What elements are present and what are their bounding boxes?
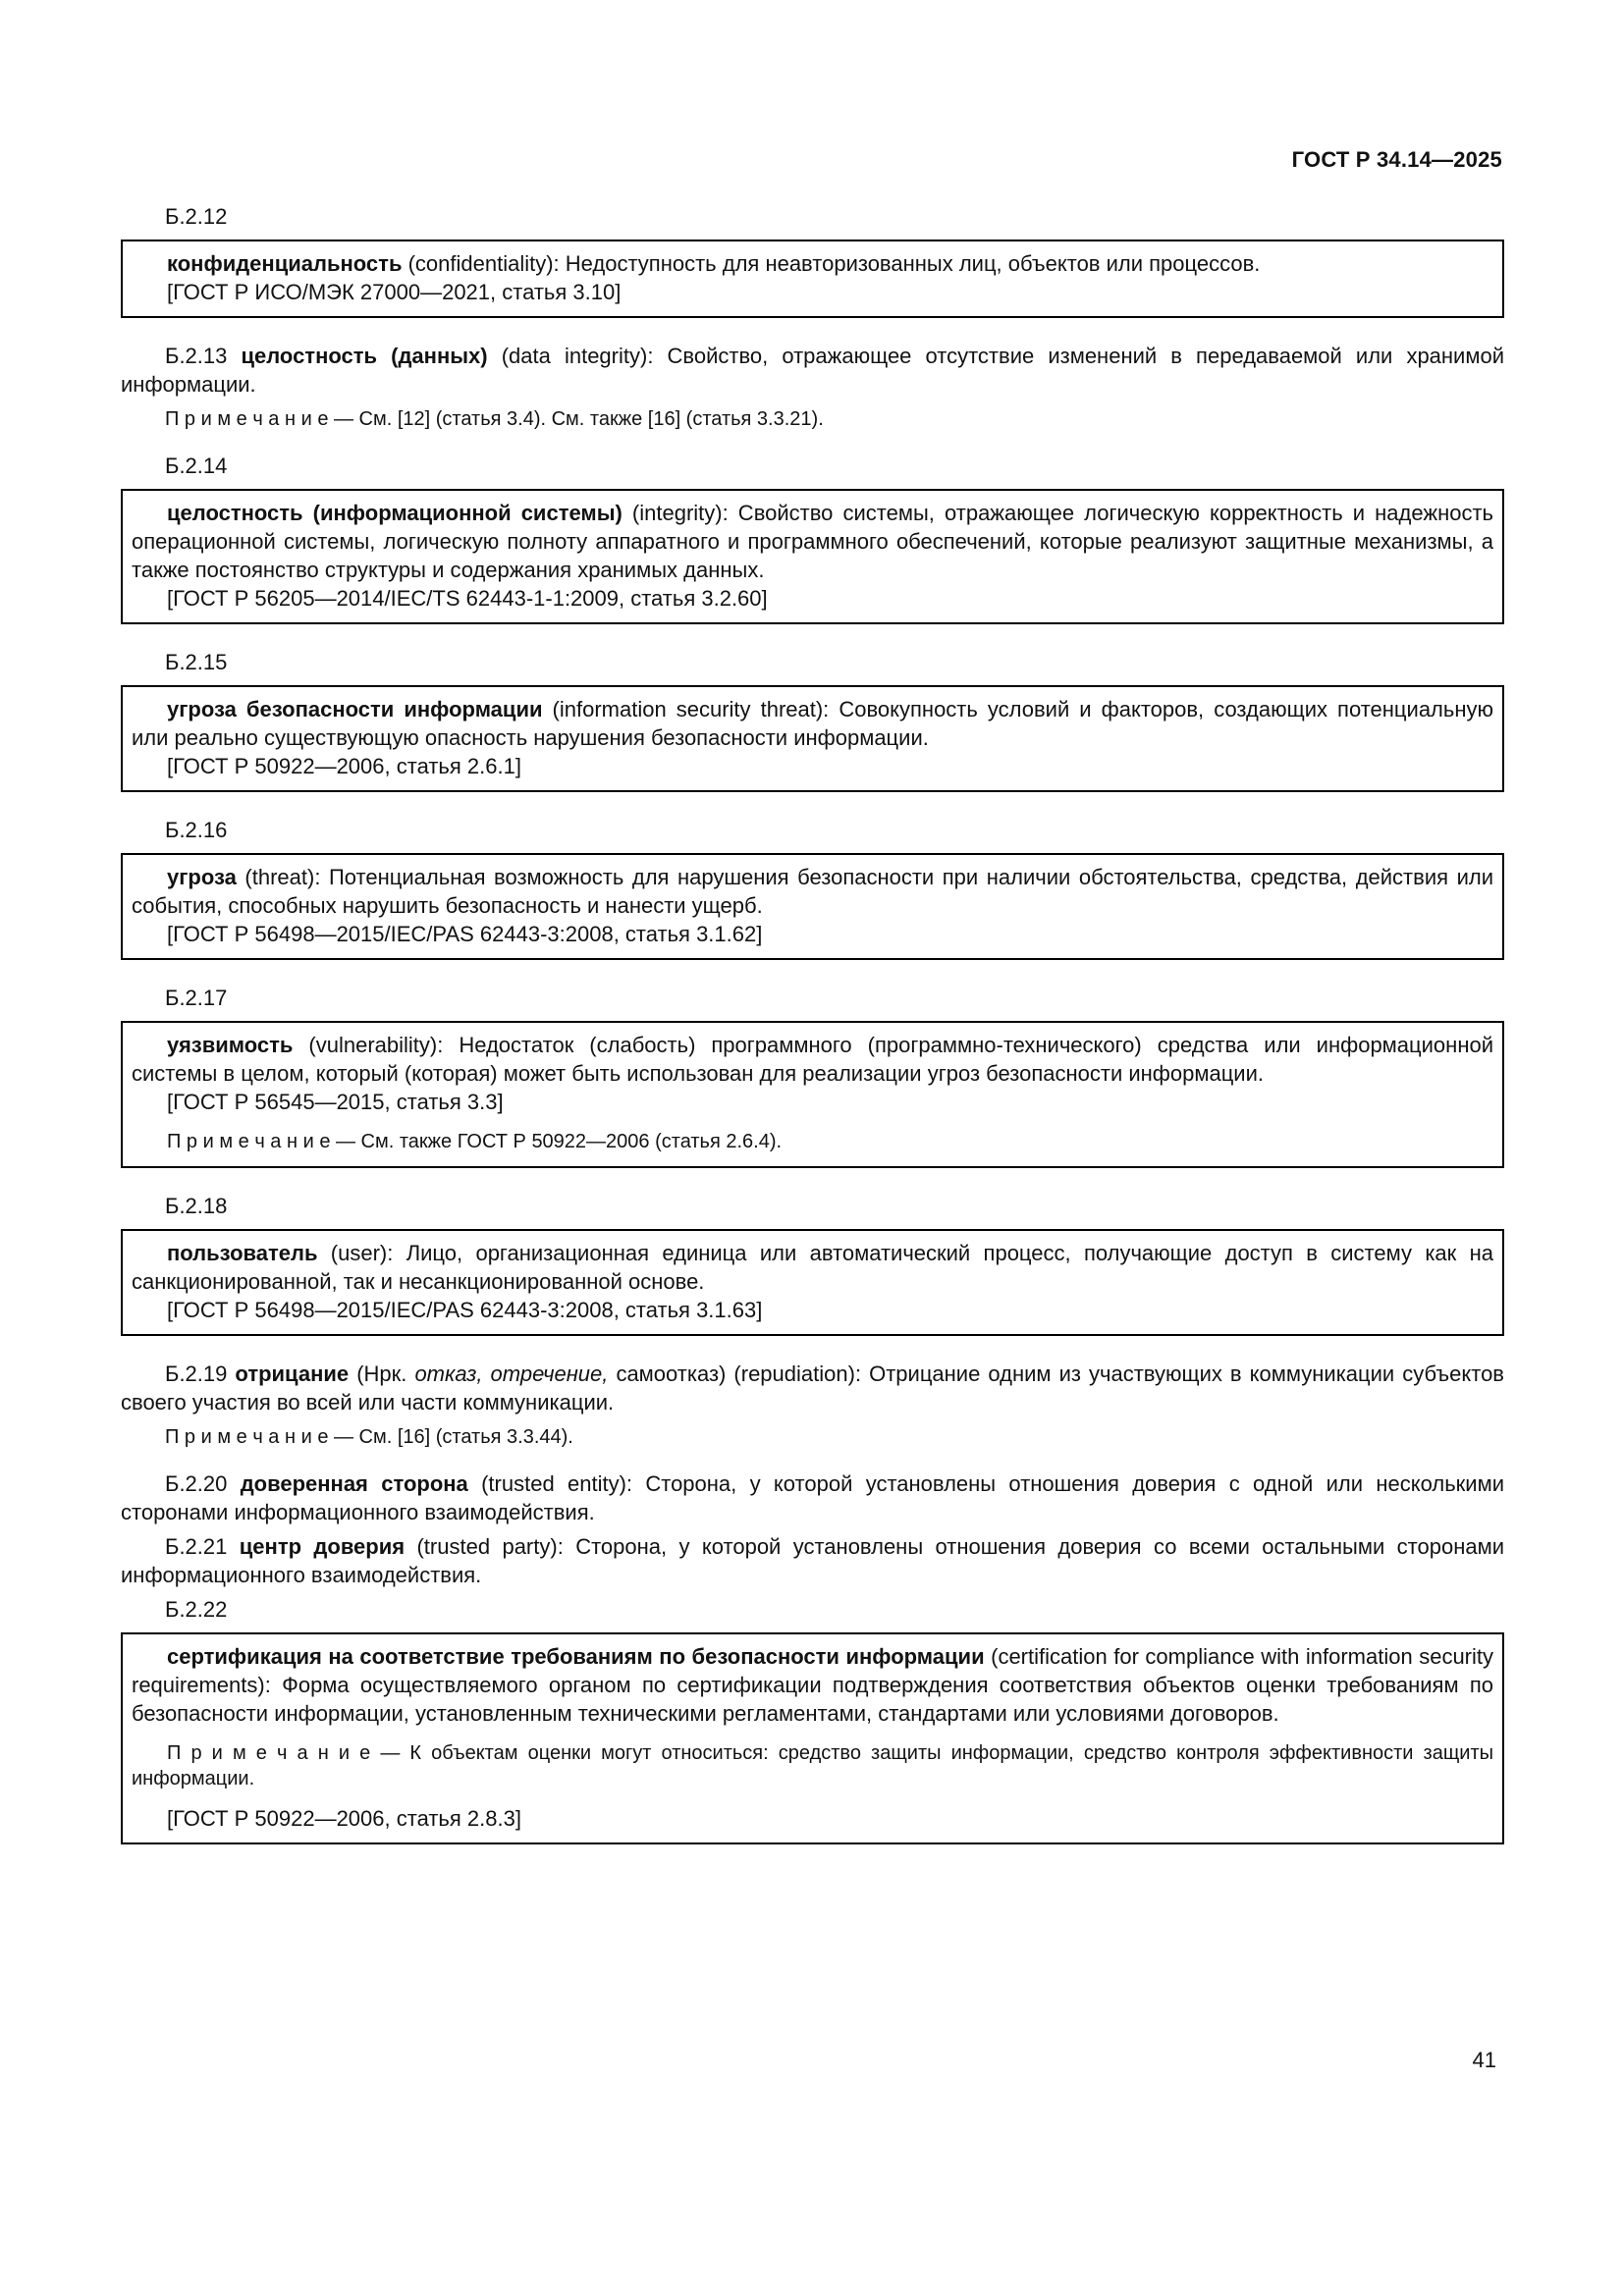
term-text: пользователь xyxy=(167,1241,318,1265)
definition-box-b2-14 xyxy=(121,489,1504,624)
definition-box-b2-18 xyxy=(121,1229,1504,1336)
clause-number: Б.2.13 xyxy=(165,344,242,368)
definition-paragraph xyxy=(132,249,1493,278)
clause-label-b2-17: Б.2.17 xyxy=(165,986,228,1010)
clause-paragraph-b2-21 xyxy=(121,1532,1504,1589)
definition-box-b2-12 xyxy=(121,240,1504,318)
term-text: центр доверия xyxy=(239,1534,406,1559)
source-reference: [ГОСТ Р 50922—2006, статья 2.6.1] xyxy=(167,754,521,778)
term-text: целостность (информационной системы) xyxy=(167,501,623,525)
definition-text: (trusted entity): Сторона, у которой установлены отношения доверия с одной или несколькими сторонами информационного взаимодействия. xyxy=(121,1471,1504,1524)
clause-number: Б.2.21 xyxy=(165,1534,240,1559)
clause-label-b2-18: Б.2.18 xyxy=(165,1194,228,1218)
source-reference: [ГОСТ Р 56545—2015, статья 3.3] xyxy=(167,1090,504,1114)
definition-text: (data integrity): Свойство, отражающее отсутствие изменений в передаваемой или хранимой информации. xyxy=(121,344,1504,397)
definition-text: (Нрк. xyxy=(349,1362,415,1386)
definition-paragraph xyxy=(132,695,1493,752)
note-b2-22 xyxy=(132,1740,1493,1791)
clause-label-b2-12: Б.2.12 xyxy=(165,204,228,229)
definition-box-b2-16 xyxy=(121,853,1504,960)
clause-paragraph-b2-20 xyxy=(121,1469,1504,1526)
source-reference: [ГОСТ Р 56205—2014/IEC/TS 62443-1-1:2009, статья 3.2.60] xyxy=(167,586,768,611)
note-text: — См. [16] (статья 3.3.44). xyxy=(328,1426,573,1448)
definition-text: (threat): Потенциальная возможность для нарушения безопасности при наличии обстоятельства, средства, действия или события, способных нарушить безопасность и нанести ущерб. xyxy=(132,865,1493,918)
term-text: угроза безопасности информации xyxy=(167,697,543,721)
definition-paragraph xyxy=(132,1031,1493,1088)
note-b2-17 xyxy=(132,1129,1493,1154)
definition-box-b2-15 xyxy=(121,685,1504,792)
definition-text: (information security threat): Совокупность условий и факторов, создающих потенциальную или реально существующую опасность нарушения безопасности информации. xyxy=(132,697,1493,750)
definition-paragraph xyxy=(132,1642,1493,1728)
note-label: П р и м е ч а н и е xyxy=(167,1131,331,1152)
clause-label-b2-15: Б.2.15 xyxy=(165,650,228,674)
definition-box-b2-22 xyxy=(121,1632,1504,1844)
clause-label-b2-22: Б.2.22 xyxy=(165,1597,228,1622)
clause-paragraph-b2-13 xyxy=(121,342,1504,399)
definition-paragraph xyxy=(132,499,1493,584)
term-text: угроза xyxy=(167,865,237,889)
clause-paragraph-b2-19 xyxy=(121,1360,1504,1416)
note-label: П р и м е ч а н и е xyxy=(165,408,329,430)
source-reference: [ГОСТ Р 50922—2006, статья 2.8.3] xyxy=(167,1806,521,1831)
page-number: 41 xyxy=(1472,2048,1496,2072)
definition-text: (integrity): Свойство системы, отражающее логическую корректность и надежность операционной системы, логическую полноту аппаратного и программного обеспечений, которые реализуют защитные механизмы, а также постоянство структуры и содержания хранимых данных. xyxy=(132,501,1493,582)
term-text: целостность (данных) xyxy=(241,344,488,368)
deprecated-terms: отказ, отречение, xyxy=(414,1362,609,1386)
note-label: П р и м е ч а н и е xyxy=(167,1742,371,1764)
note-b2-13 xyxy=(121,406,1504,432)
definition-text: (user): Лицо, организационная единица или автоматический процесс, получающие доступ в систему как на санкционированной, так и несанкционированной основе. xyxy=(132,1241,1493,1294)
definition-text: самоотказ) (repudiation): Отрицание одним из участвующих в коммуникации субъектов своего участия во всей или части коммуникации. xyxy=(121,1362,1504,1415)
clause-label-b2-14: Б.2.14 xyxy=(165,454,228,478)
definition-paragraph xyxy=(132,1239,1493,1296)
source-reference: [ГОСТ Р ИСО/МЭК 27000—2021, статья 3.10] xyxy=(167,280,622,304)
term-text: доверенная сторона xyxy=(240,1471,468,1496)
definition-box-b2-17 xyxy=(121,1021,1504,1168)
term-text: уязвимость xyxy=(167,1033,294,1057)
note-label: П р и м е ч а н и е xyxy=(165,1426,329,1448)
definition-text: (certification for compliance with information security requirements): Форма осуществляемого органом по сертификации подтверждения соответствия объектов оценки требованиям по безопасности информации, установленным техническими регламентами, стандартами или условиями договоров. xyxy=(132,1644,1493,1726)
clause-label-b2-16: Б.2.16 xyxy=(165,818,228,842)
definition-text: (vulnerability): Недостаток (слабость) программного (программно-технического) средства или информационной системы в целом, который (которая) может быть использован для реализации угроз безопасности информации. xyxy=(132,1033,1493,1086)
definition-paragraph xyxy=(132,863,1493,920)
term-text: конфиденциальность xyxy=(167,251,403,276)
term-text: сертификация на соответствие требованиям по безопасности информации xyxy=(167,1644,985,1669)
page-content xyxy=(121,202,1504,1868)
definition-text: (confidentiality): Недоступность для неавторизованных лиц, объектов или процессов. xyxy=(402,251,1261,276)
definition-text: (trusted party): Сторона, у которой установлены отношения доверия со всеми остальными сторонами информационного взаимодействия. xyxy=(121,1534,1504,1587)
doc-code: ГОСТ Р 34.14—2025 xyxy=(1291,147,1502,172)
note-text: — См. также ГОСТ Р 50922—2006 (статья 2.6.4). xyxy=(330,1131,783,1152)
source-reference: [ГОСТ Р 56498—2015/IEC/PAS 62443-3:2008, статья 3.1.62] xyxy=(167,922,763,946)
source-reference: [ГОСТ Р 56498—2015/IEC/PAS 62443-3:2008, статья 3.1.63] xyxy=(167,1298,763,1322)
note-text: — К объектам оценки могут относиться: средство защиты информации, средство контроля эффективности защиты информации. xyxy=(132,1742,1493,1789)
note-text: — См. [12] (статья 3.4). См. также [16] (статья 3.3.21). xyxy=(328,408,824,430)
clause-number: Б.2.20 xyxy=(165,1471,241,1496)
clause-number: Б.2.19 xyxy=(165,1362,236,1386)
note-b2-19 xyxy=(121,1424,1504,1450)
term-text: отрицание xyxy=(235,1362,350,1386)
